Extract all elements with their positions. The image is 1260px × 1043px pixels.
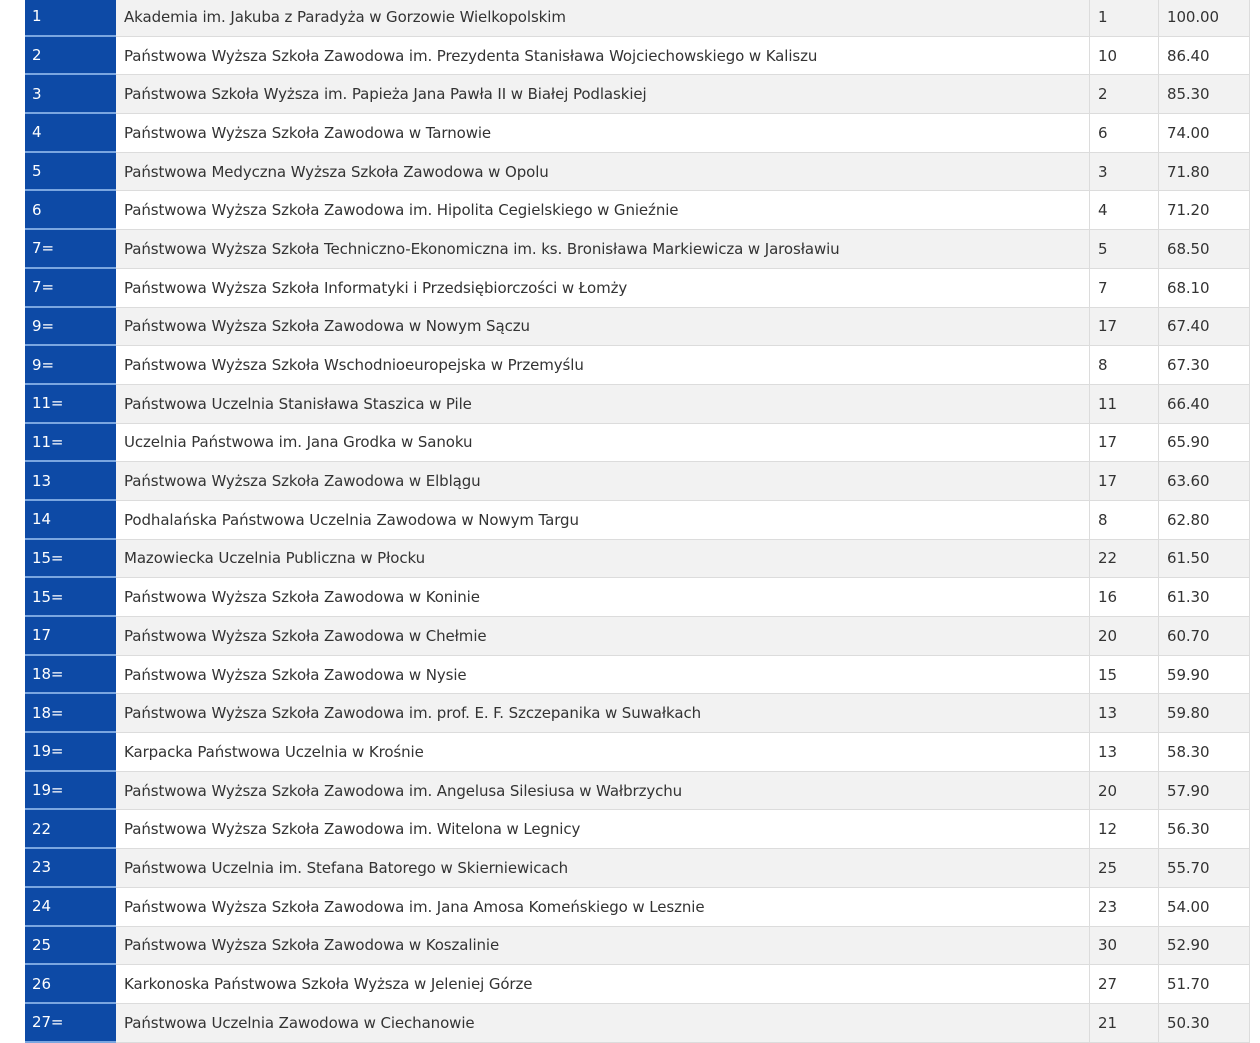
score-cell: 60.70	[1159, 617, 1250, 656]
rank-cell: 9=	[25, 346, 116, 385]
institution-name-cell: Państwowa Wyższa Szkoła Zawodowa w Elblągu	[116, 462, 1090, 501]
institution-name-cell: Państwowa Wyższa Szkoła Zawodowa w Nowym Sączu	[116, 308, 1090, 347]
institution-name-cell: Państwowa Szkoła Wyższa im. Papieża Jana Pawła II w Białej Podlaskiej	[116, 75, 1090, 114]
previous-rank-cell: 13	[1090, 733, 1159, 772]
previous-rank-cell: 4	[1090, 191, 1159, 230]
institution-name-cell: Mazowiecka Uczelnia Publiczna w Płocku	[116, 540, 1090, 579]
institution-name-cell: Państwowa Wyższa Szkoła Informatyki i Przedsiębiorczości w Łomży	[116, 269, 1090, 308]
table-row	[25, 230, 1250, 269]
previous-rank-cell: 30	[1090, 927, 1159, 966]
rank-cell: 14	[25, 501, 116, 540]
previous-rank-cell: 15	[1090, 656, 1159, 695]
table-row	[25, 346, 1250, 385]
score-cell: 86.40	[1159, 37, 1250, 76]
previous-rank-cell: 8	[1090, 501, 1159, 540]
rank-cell: 4	[25, 114, 116, 153]
previous-rank-cell: 23	[1090, 888, 1159, 927]
rank-cell: 1	[25, 0, 116, 37]
institution-name-cell: Państwowa Wyższa Szkoła Zawodowa im. prof. E. F. Szczepanika w Suwałkach	[116, 694, 1090, 733]
previous-rank-cell: 25	[1090, 849, 1159, 888]
table-row	[25, 656, 1250, 695]
score-cell: 50.30	[1159, 1004, 1250, 1043]
institution-name-cell: Państwowa Wyższa Szkoła Zawodowa im. Jana Amosa Komeńskiego w Lesznie	[116, 888, 1090, 927]
institution-name-cell: Państwowa Wyższa Szkoła Zawodowa im. Witelona w Legnicy	[116, 810, 1090, 849]
institution-name-cell: Państwowa Wyższa Szkoła Zawodowa w Koninie	[116, 578, 1090, 617]
previous-rank-cell: 22	[1090, 540, 1159, 579]
score-cell: 68.10	[1159, 269, 1250, 308]
ranking-table	[25, 0, 1250, 1043]
rank-cell: 15=	[25, 540, 116, 579]
rank-cell: 6	[25, 191, 116, 230]
table-row	[25, 772, 1250, 811]
table-row	[25, 153, 1250, 192]
institution-name-cell: Państwowa Uczelnia Zawodowa w Ciechanowie	[116, 1004, 1090, 1043]
score-cell: 85.30	[1159, 75, 1250, 114]
rank-cell: 17	[25, 617, 116, 656]
table-row	[25, 578, 1250, 617]
table-row	[25, 114, 1250, 153]
score-cell: 65.90	[1159, 424, 1250, 463]
table-row	[25, 694, 1250, 733]
previous-rank-cell: 12	[1090, 810, 1159, 849]
table-row	[25, 75, 1250, 114]
institution-name-cell: Państwowa Uczelnia Stanisława Staszica w Pile	[116, 385, 1090, 424]
score-cell: 52.90	[1159, 927, 1250, 966]
institution-name-cell: Państwowa Wyższa Szkoła Zawodowa w Chełmie	[116, 617, 1090, 656]
score-cell: 71.80	[1159, 153, 1250, 192]
table-row	[25, 849, 1250, 888]
table-row	[25, 269, 1250, 308]
rank-cell: 19=	[25, 772, 116, 811]
table-row	[25, 888, 1250, 927]
score-cell: 63.60	[1159, 462, 1250, 501]
rank-cell: 27=	[25, 1004, 116, 1043]
institution-name-cell: Państwowa Uczelnia im. Stefana Batorego w Skierniewicach	[116, 849, 1090, 888]
rank-cell: 18=	[25, 656, 116, 695]
institution-name-cell: Karkonoska Państwowa Szkoła Wyższa w Jeleniej Górze	[116, 965, 1090, 1004]
score-cell: 66.40	[1159, 385, 1250, 424]
table-row	[25, 1004, 1250, 1043]
rank-cell: 18=	[25, 694, 116, 733]
institution-name-cell: Uczelnia Państwowa im. Jana Grodka w Sanoku	[116, 424, 1090, 463]
rank-cell: 11=	[25, 385, 116, 424]
score-cell: 74.00	[1159, 114, 1250, 153]
previous-rank-cell: 13	[1090, 694, 1159, 733]
score-cell: 71.20	[1159, 191, 1250, 230]
previous-rank-cell: 5	[1090, 230, 1159, 269]
institution-name-cell: Państwowa Wyższa Szkoła Zawodowa im. Angelusa Silesiusa w Wałbrzychu	[116, 772, 1090, 811]
previous-rank-cell: 16	[1090, 578, 1159, 617]
institution-name-cell: Państwowa Wyższa Szkoła Zawodowa w Tarnowie	[116, 114, 1090, 153]
rank-cell: 24	[25, 888, 116, 927]
table-row	[25, 191, 1250, 230]
table-row	[25, 37, 1250, 76]
rank-cell: 25	[25, 927, 116, 966]
previous-rank-cell: 20	[1090, 617, 1159, 656]
score-cell: 61.30	[1159, 578, 1250, 617]
table-row	[25, 424, 1250, 463]
institution-name-cell: Państwowa Wyższa Szkoła Techniczno-Ekonomiczna im. ks. Bronisława Markiewicza w Jarosławiu	[116, 230, 1090, 269]
score-cell: 100.00	[1159, 0, 1250, 37]
rank-cell: 7=	[25, 230, 116, 269]
table-row	[25, 540, 1250, 579]
table-row	[25, 965, 1250, 1004]
previous-rank-cell: 1	[1090, 0, 1159, 37]
table-row	[25, 501, 1250, 540]
score-cell: 67.40	[1159, 308, 1250, 347]
institution-name-cell: Państwowa Wyższa Szkoła Zawodowa w Koszalinie	[116, 927, 1090, 966]
institution-name-cell: Państwowa Wyższa Szkoła Zawodowa w Nysie	[116, 656, 1090, 695]
rank-cell: 23	[25, 849, 116, 888]
institution-name-cell: Akademia im. Jakuba z Paradyża w Gorzowie Wielkopolskim	[116, 0, 1090, 37]
previous-rank-cell: 17	[1090, 308, 1159, 347]
score-cell: 67.30	[1159, 346, 1250, 385]
table-row	[25, 733, 1250, 772]
score-cell: 62.80	[1159, 501, 1250, 540]
rank-cell: 5	[25, 153, 116, 192]
rank-cell: 9=	[25, 308, 116, 347]
score-cell: 58.30	[1159, 733, 1250, 772]
rank-cell: 26	[25, 965, 116, 1004]
previous-rank-cell: 7	[1090, 269, 1159, 308]
rank-cell: 19=	[25, 733, 116, 772]
previous-rank-cell: 8	[1090, 346, 1159, 385]
rank-cell: 22	[25, 810, 116, 849]
institution-name-cell: Państwowa Medyczna Wyższa Szkoła Zawodowa w Opolu	[116, 153, 1090, 192]
institution-name-cell: Podhalańska Państwowa Uczelnia Zawodowa w Nowym Targu	[116, 501, 1090, 540]
score-cell: 61.50	[1159, 540, 1250, 579]
table-row	[25, 617, 1250, 656]
score-cell: 56.30	[1159, 810, 1250, 849]
previous-rank-cell: 10	[1090, 37, 1159, 76]
previous-rank-cell: 27	[1090, 965, 1159, 1004]
table-row	[25, 308, 1250, 347]
score-cell: 57.90	[1159, 772, 1250, 811]
score-cell: 59.90	[1159, 656, 1250, 695]
score-cell: 54.00	[1159, 888, 1250, 927]
rank-cell: 13	[25, 462, 116, 501]
institution-name-cell: Państwowa Wyższa Szkoła Wschodnioeuropejska w Przemyślu	[116, 346, 1090, 385]
score-cell: 59.80	[1159, 694, 1250, 733]
institution-name-cell: Karpacka Państwowa Uczelnia w Krośnie	[116, 733, 1090, 772]
table-row	[25, 0, 1250, 37]
previous-rank-cell: 17	[1090, 462, 1159, 501]
rank-cell: 11=	[25, 424, 116, 463]
table-row	[25, 927, 1250, 966]
rank-cell: 7=	[25, 269, 116, 308]
rank-cell: 3	[25, 75, 116, 114]
rank-cell: 15=	[25, 578, 116, 617]
previous-rank-cell: 20	[1090, 772, 1159, 811]
table-row	[25, 385, 1250, 424]
previous-rank-cell: 17	[1090, 424, 1159, 463]
institution-name-cell: Państwowa Wyższa Szkoła Zawodowa im. Prezydenta Stanisława Wojciechowskiego w Kaliszu	[116, 37, 1090, 76]
score-cell: 51.70	[1159, 965, 1250, 1004]
score-cell: 55.70	[1159, 849, 1250, 888]
table-row	[25, 810, 1250, 849]
previous-rank-cell: 3	[1090, 153, 1159, 192]
score-cell: 68.50	[1159, 230, 1250, 269]
previous-rank-cell: 11	[1090, 385, 1159, 424]
institution-name-cell: Państwowa Wyższa Szkoła Zawodowa im. Hipolita Cegielskiego w Gnieźnie	[116, 191, 1090, 230]
previous-rank-cell: 2	[1090, 75, 1159, 114]
rank-cell: 2	[25, 37, 116, 76]
previous-rank-cell: 6	[1090, 114, 1159, 153]
previous-rank-cell: 21	[1090, 1004, 1159, 1043]
table-row	[25, 462, 1250, 501]
